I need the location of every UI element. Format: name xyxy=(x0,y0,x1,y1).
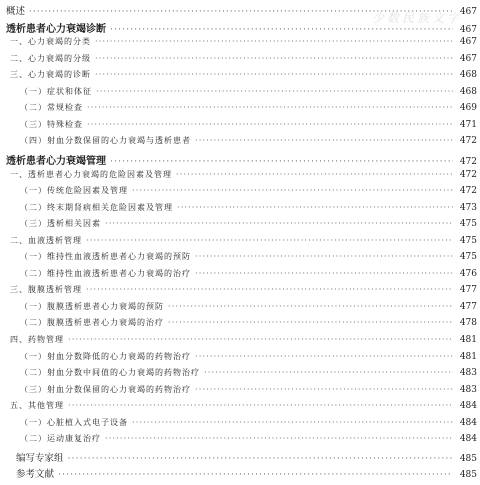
toc-entry-page-number: 468 xyxy=(459,70,477,81)
toc-entry-title: （三）透析相关因素 xyxy=(20,219,101,229)
leader-dots xyxy=(195,385,453,395)
toc-entry-page-number: 475 xyxy=(459,219,477,230)
toc-entry-page-number: 472 xyxy=(459,169,477,180)
toc-entry-title: 三、腹膜透析管理 xyxy=(10,285,82,295)
toc-entry-title: 三、心力衰竭的诊断 xyxy=(10,70,91,80)
toc-entry[interactable] xyxy=(0,185,480,203)
leader-dots xyxy=(177,203,453,213)
toc-entry[interactable] xyxy=(0,433,480,451)
leader-dots xyxy=(96,87,453,97)
leader-dots xyxy=(105,219,453,229)
toc-entry-page-number: 484 xyxy=(459,401,477,412)
leader-dots xyxy=(195,136,453,146)
toc-entry-page-number: 477 xyxy=(459,285,477,296)
toc-entry-title: （二）运动康复治疗 xyxy=(20,434,101,444)
toc-entry-title: 透析患者心力衰竭管理 xyxy=(6,155,106,167)
toc-entry[interactable] xyxy=(0,69,480,87)
leader-dots xyxy=(168,302,453,312)
toc-entry[interactable] xyxy=(0,119,480,137)
toc-entry-title: 一、心力衰竭的分类 xyxy=(10,37,91,47)
toc-entry-title: 二、心力衰竭的分级 xyxy=(10,53,91,63)
leader-dots xyxy=(168,318,453,328)
toc-entry-page-number: 475 xyxy=(459,235,477,246)
toc-entry-title: （一）腹膜透析患者心力衰竭的预防 xyxy=(20,301,164,311)
toc-entry-title: （一）心脏植入式电子设备 xyxy=(20,417,128,427)
leader-dots xyxy=(110,24,453,35)
toc-entry[interactable] xyxy=(0,400,480,418)
toc-entry[interactable] xyxy=(0,268,480,286)
toc-entry[interactable] xyxy=(0,417,480,435)
leader-dots xyxy=(86,236,453,246)
toc-entry-title: （一）维持性血液透析患者心力衰竭的预防 xyxy=(20,252,191,262)
toc-entry-page-number: 484 xyxy=(459,434,477,445)
leader-dots xyxy=(86,285,453,295)
leader-dots xyxy=(132,418,453,428)
publisher-watermark: 少数民族文字 xyxy=(372,11,463,25)
leader-dots xyxy=(58,469,453,480)
toc-entry-page-number: 477 xyxy=(459,301,477,312)
leader-dots xyxy=(68,453,453,464)
toc-entry-page-number: 472 xyxy=(459,136,477,147)
toc-entry[interactable] xyxy=(0,351,480,369)
toc-heading[interactable] xyxy=(0,20,480,38)
toc-entry-title: 编写专家组 xyxy=(16,452,64,464)
toc-entry-title: （二）终末期肾病相关危险因素及管理 xyxy=(20,202,173,212)
toc-entry-page-number: 469 xyxy=(459,103,477,114)
toc-entry[interactable] xyxy=(0,86,480,104)
toc-entry-page-number: 481 xyxy=(459,335,477,345)
toc-entry-title: 二、血液透析管理 xyxy=(10,235,82,245)
toc-entry-page-number: 478 xyxy=(459,318,477,329)
leader-dots xyxy=(95,37,453,47)
toc-entry[interactable] xyxy=(0,284,480,302)
leader-dots xyxy=(132,186,453,196)
toc-entry[interactable] xyxy=(0,251,480,269)
leader-dots xyxy=(195,252,453,262)
leader-dots xyxy=(176,170,453,180)
leader-dots xyxy=(95,54,453,64)
toc-entry-page-number: 484 xyxy=(459,417,477,428)
leader-dots xyxy=(195,352,453,362)
toc-entry-title: 四、药物管理 xyxy=(10,335,64,344)
toc-entry-page-number: 485 xyxy=(459,470,477,481)
toc-entry[interactable] xyxy=(0,169,480,187)
toc-entry-title: （二）腹膜透析患者心力衰竭的治疗 xyxy=(20,318,164,328)
toc-entry[interactable] xyxy=(0,317,480,335)
toc-entry-page-number: 476 xyxy=(459,268,477,279)
toc-entry-page-number: 485 xyxy=(459,453,477,464)
toc-entry-title: （三）特殊检查 xyxy=(20,119,83,129)
toc-entry[interactable] xyxy=(0,384,480,402)
toc-entry-page-number: 472 xyxy=(459,156,477,167)
leader-dots xyxy=(95,70,453,80)
toc-entry-title: （一）症状和体征 xyxy=(20,86,92,96)
toc-entry-page-number: 468 xyxy=(459,86,477,97)
leader-dots xyxy=(29,7,453,17)
leader-dots xyxy=(87,103,453,113)
toc-entry[interactable] xyxy=(0,102,480,120)
toc-entry[interactable] xyxy=(0,135,480,153)
toc-entry-title: 一、透析患者心力衰竭的危险因素及管理 xyxy=(10,169,172,179)
toc-entry-title: 参考文献 xyxy=(16,469,55,481)
toc-entry-title: （二）维持性血液透析患者心力衰竭的治疗 xyxy=(20,268,191,278)
toc-entry-title: （一）传统危险因素及管理 xyxy=(20,186,128,196)
leader-dots xyxy=(204,368,453,378)
toc-heading[interactable] xyxy=(0,3,480,21)
toc-entry[interactable] xyxy=(0,218,480,236)
toc-entry-page-number: 473 xyxy=(459,202,477,213)
toc-entry-title: 透析患者心力衰竭诊断 xyxy=(6,23,106,35)
toc-entry-page-number: 467 xyxy=(459,24,477,35)
toc-entry-page-number: 475 xyxy=(459,252,477,263)
toc-entry[interactable] xyxy=(0,53,480,71)
toc-entry-page-number: 471 xyxy=(459,119,477,130)
leader-dots xyxy=(87,120,453,130)
toc-entry-title: （三）射血分数保留的心力衰竭的药物治疗 xyxy=(20,384,191,394)
toc-heading[interactable] xyxy=(0,152,480,170)
leader-dots xyxy=(110,156,453,167)
toc-heading[interactable] xyxy=(0,466,480,484)
toc-entry-title: （二）常规检查 xyxy=(20,103,83,113)
toc-entry-page-number: 483 xyxy=(459,368,477,379)
toc-entry-title: 五、其他管理 xyxy=(10,401,64,411)
toc-entry-title: （四）射血分数保留的心力衰竭与透析患者 xyxy=(20,136,191,146)
toc-entry[interactable] xyxy=(0,202,480,220)
toc-entry[interactable] xyxy=(0,367,480,385)
leader-dots xyxy=(68,401,453,411)
toc-entry-page-number: 467 xyxy=(459,7,477,17)
toc-entry[interactable] xyxy=(0,36,480,54)
toc-entry[interactable] xyxy=(0,301,480,319)
toc-entry-page-number: 481 xyxy=(459,351,477,362)
toc-entry-page-number: 467 xyxy=(459,37,477,48)
toc-entry-title: 概述 xyxy=(6,6,26,17)
leader-dots xyxy=(195,269,453,279)
leader-dots xyxy=(105,434,453,444)
toc-entry-page-number: 467 xyxy=(459,53,477,64)
toc-entry[interactable] xyxy=(0,235,480,253)
toc-entry-title: （一）射血分数降低的心力衰竭的药物治疗 xyxy=(20,351,191,361)
toc-entry[interactable] xyxy=(0,334,480,352)
leader-dots xyxy=(68,335,453,345)
toc-entry-page-number: 483 xyxy=(459,384,477,395)
toc-entry-title: （二）射血分数中间值的心力衰竭的药物治疗 xyxy=(20,368,200,378)
toc-entry-page-number: 472 xyxy=(459,186,477,197)
toc-heading[interactable] xyxy=(0,450,480,468)
